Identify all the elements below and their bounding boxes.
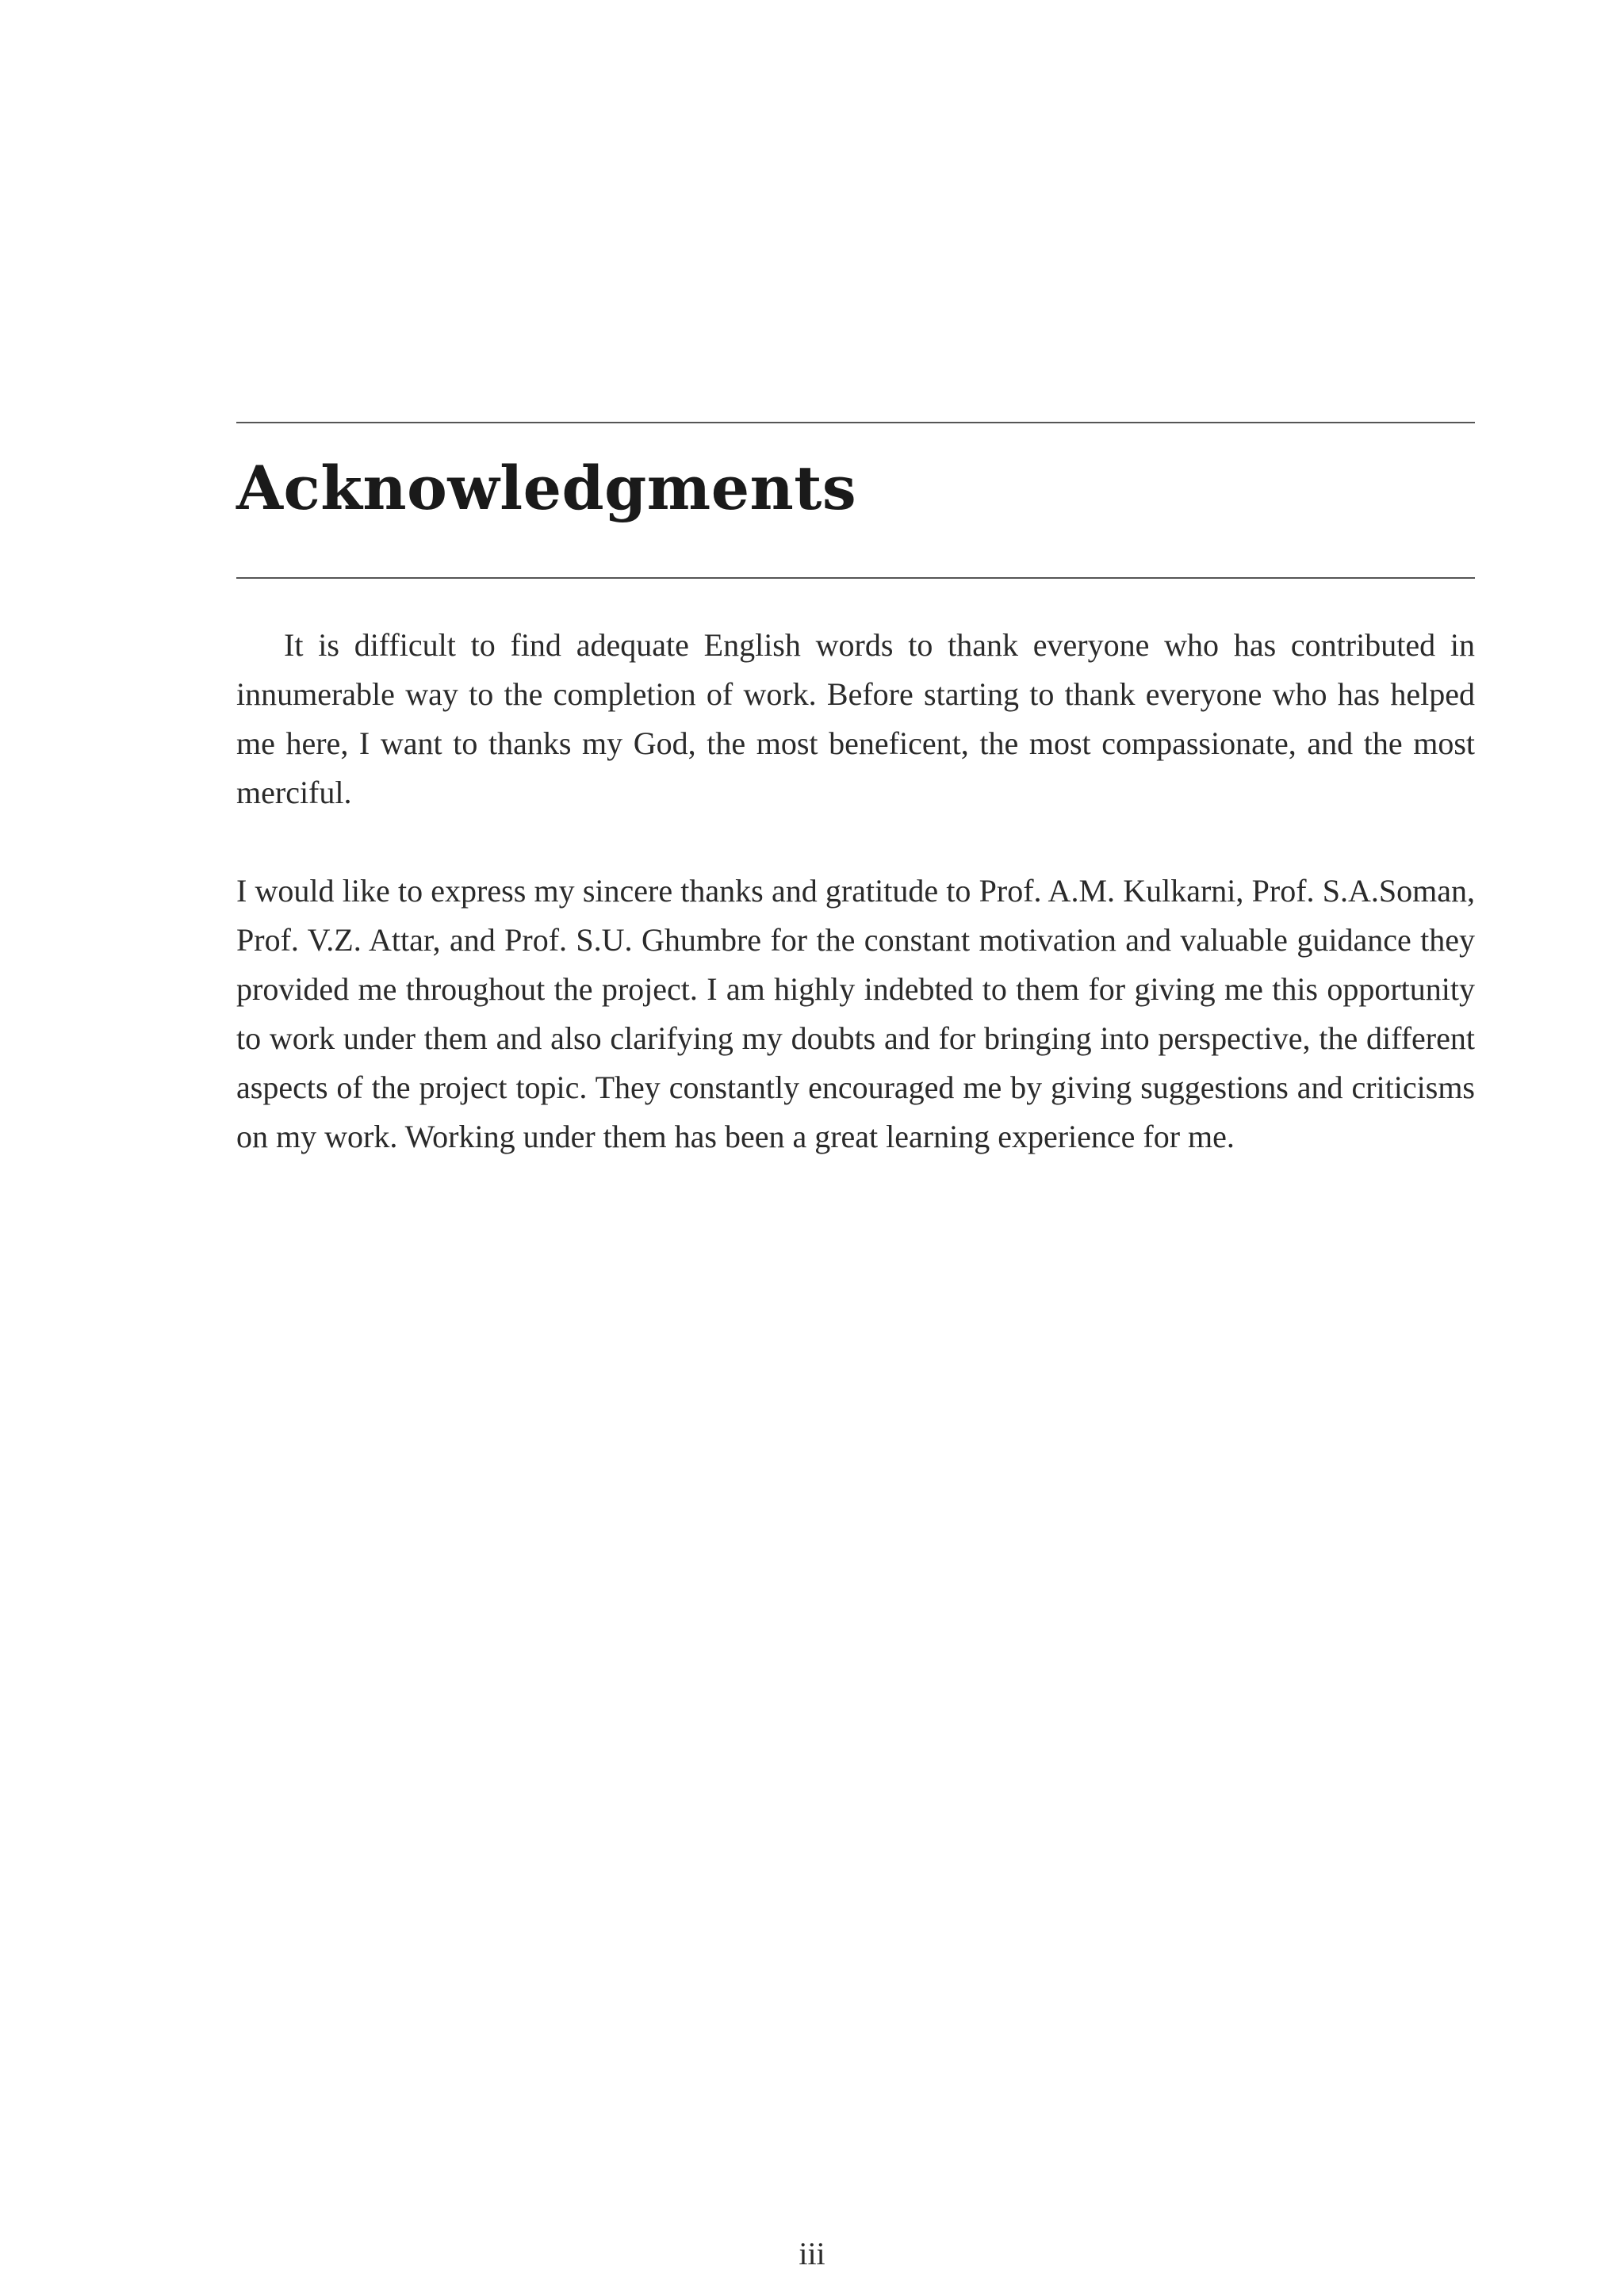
paragraph-thanks: I would like to express my sincere thanks and gratitude to Prof. A.M. Kulkarni, Prof. S.A.Soman, Prof. V.Z. Attar, and Prof. S.U. Ghumbre for the constant motivation and valuable guidance they provided me throughout the project. I am highly indebted to them for giving me this opportunity to work under them and also clarifying my doubts and for bringing into perspective, the different aspects of the project topic. They constantly encouraged me by giving suggestions and criticisms on my work. Working under them has been a great learning experience for me.: [236, 873, 1475, 1154]
page-title: Acknowledgments: [236, 453, 857, 523]
title-top-rule: [236, 422, 1475, 423]
paragraph-intro: It is difficult to find adequate English words to thank everyone who has contributed in innumerable way to the completion of work. Before starting to thank everyone who has helped me here, I want to thanks my God, the most beneficent, the most compassionate, and the most merciful.: [236, 627, 1475, 810]
page-number: iii: [799, 2236, 825, 2271]
title-bottom-rule: [236, 577, 1475, 579]
acknowledgments-body: [236, 621, 1475, 1161]
